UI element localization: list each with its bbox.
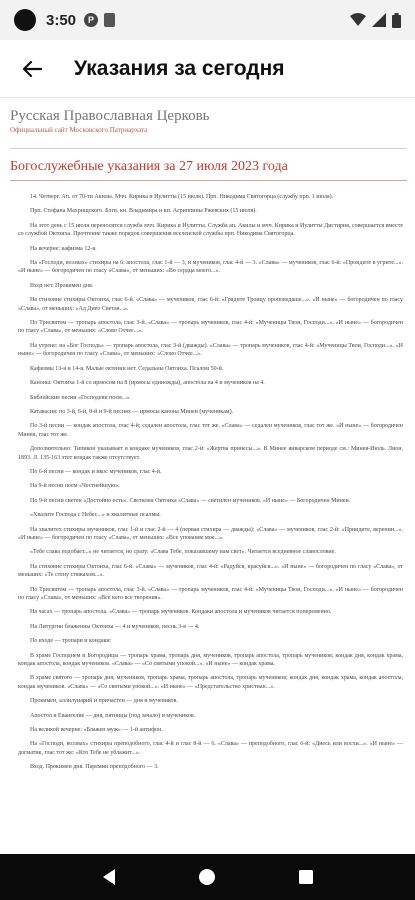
instruction-paragraph: В храме святого — тропарь дня, мучеников, тропарь храма, тропарь апостола, тропарь мучеников; кондак дня, кондак храма, кондак апостола, кондак мучеников. «Слава» — «Со святыми упокой...». «И ныне» — «Предстательство христиан...». [18,675,403,690]
signal-icon [372,13,386,27]
nav-recents-button[interactable] [289,860,323,894]
wifi-icon [350,13,366,27]
instruction-paragraph: По 3-й песни — кондак апостола, глас 4-й; седален апостола, глас тот же. «Слава» — седален мучеников, глас тот же. «И ныне» — богородичен Минеи, глас тот же. [18,423,403,438]
instruction-paragraph: На хвалитех стихиры мучеников, глас 1-й и глас 2-й — 4 (первая стихира — дважды): «Слава» — мучеников, глас 2-й: «Приидите, верении...». «И ныне» — богородичен по гласу «Слава», от меньших: «Все упование мое...». [18,526,403,541]
instruction-paragraph: Вход нет. Прокимен дня. [30,282,94,289]
instructions-text [10,193,407,772]
app-bar [0,40,415,98]
instruction-paragraph: Библейские песни «Господеви поем...». [30,394,131,401]
instruction-paragraph: На утрене: на «Бог Господь» — тропарь апостола, глас 3-й (дважды). «Слава» — тропарь мучеников, глас 4-й: «Мученицы Твои, Господи...». «И ныне» — богородичен по гласу «Слава», от меньших: «Слово Отчее...». [18,342,403,358]
page-title: Указания за сегодня [74,56,285,80]
instruction-paragraph: Каноны: Октоиха 1-й со ирмосом на 8 (ирмосы единожды), апостола на 4 и мучеников на 4. [30,380,265,387]
instruction-paragraph: На «Господи, воззвах» стихиры на 6: апостола, глас 1-й — 3, и мучеников, глас 4-й — 3. «Слава» — мучеников, глас 6-й: «Проидите в угрите...». «И ныне» — богородичен по гласу «Слава», от меньших: «Во сердца моего...». [18,260,403,275]
system-nav-bar [0,854,415,900]
instruction-paragraph: «Тебе слава подобает...» не читается, но сразу: «Слава Тебе, показавшему нам свет». Читается вседневное славословие. [30,549,336,556]
instruction-paragraph: По Трисвятом — тропарь апостола, глас 3-й. «Слава» — тропарь мучеников, глас 4-й: «Мученицы Твои, Господи...». «И ныне» — богородичен по гласу «Слава», от меньших: «Все кого все творения». [18,586,403,601]
divider [10,148,407,149]
status-indicators [350,13,401,28]
webview-content[interactable] [0,98,415,854]
instruction-paragraph: По входе — тропари и кондаки: [30,638,112,645]
instruction-paragraph: Дополнительно: Типикон указывает в кондаке мучеников, глас 2-й: «Жертва принесы...». В Минее январском периоде см.: Минея-Июль. Лион, 1893. Л. 135-163 этот кондак также отсутствует. [18,446,403,461]
instruction-paragraph: На «Господи, воззвах» стихиры преподобного, глас 4-й и глас 8-й — 6. «Слава» — преподобного, глас 6-й: «Днесь или восхи...». «И ныне» — догматик, глас тот же: «Кто Тебе не ублажит...». [18,741,403,756]
status-time: 3:50 [46,11,77,29]
instruction-paragraph: На этот день с 15 июля переносится служба мчч. Кирика и Иулитты. Служба ап. Акилы и мчч. Кирика и Иулитты Дистирия, совершается вместе со службой Октоиха. Прочтение также порядок совершения вселенской службы прп. Никодима Святогорца. [18,222,403,238]
instruction-paragraph: В храме Господнем и Богородицы — тропарь храма, тропарь дня, мучеников, тропарь апостола, тропарь мучеников; кондак дня, кондак храма, кондак апостола, кондак мучеников. «Слава» — «Со святыми упокой...». «И ныне» — кондак храма. [18,652,403,668]
instruction-paragraph: Катавасия: по 3-й, 6-й, 8-й и 9-й песнях — ирмосы канона Минеи (мученикам). [30,408,234,415]
status-bar [0,0,415,40]
instruction-paragraph: Прокимен, аллилуиарий и причастен — дня и мучеников. [30,698,178,705]
back-button[interactable] [18,55,46,83]
instruction-paragraph: По 9-й песни светен «Достойно есть». Светилен Октоиха «Слава» — светилен мучеников. «И ныне» — Богородичен Минеи. [30,497,351,504]
instruction-paragraph: На стиховне стихиры Октоиха, глас 6-й. «Слава» — мучеников, глас 6-й: «Гряднте Троицу проповедаше...». «И ныне» — богородичен по гласу «Слава», от меньших: «Ад Диео Светая...». [18,297,403,312]
site-subtitle: Официальный сайт Московского Патриархата [10,126,148,134]
instruction-paragraph: На 9-й песни поем «Честнейшую». [30,483,120,490]
instruction-paragraph: Кафизмы 13-я и 14-я. Малые ектении нет. Седальны Октоиха. Псалом 50-й. [30,365,224,372]
nav-recents-icon [298,869,314,885]
nav-home-icon [198,868,216,886]
nav-back-icon [101,868,117,886]
instruction-paragraph: По 6-й песни — кондак и икос мучеников, глас 4-й. [30,468,162,475]
instruction-paragraph: Вход. Прокимен дня. Паремии преподобного — 3. [30,764,159,771]
instruction-paragraph: На Литургии блаженны Октоиха — 4 и мучеников, песнь 3-я — 4. [30,623,200,630]
arrow-back-icon [22,59,42,79]
instruction-paragraph: «Хвалите Господа с Небес...» и хвалитные псалмы. [30,512,161,519]
app-notification-icon: P [84,13,98,27]
instruction-paragraph: По Трисвятом — тропарь апостола, глас 3-й. «Слава» — тропарь мучеников, глас 4-й: «Мученицы Твои, Господи...». «И ныне» — богородичен по гласу «Слава», от меньших: «Слово Отчее...». [18,320,403,335]
instruction-paragraph: На стиховне стихиры Октоиха, глас 6-й. «Слава» — мучеников, глас 4-й: «Радуйся, красуйся...». «И ныне» — богородичен по гласу «Слава», от меньших: «Те стену стяжахом...». [18,563,403,579]
battery-icon [392,13,401,28]
sd-card-icon [104,13,115,27]
camera-cutout [14,9,36,31]
instruction-paragraph: 14. Четверг. Ап. от 70-ти Акилы. Мчч. Кирика и Иулитты (15 июля). Прп. Никодима Святогорца (службу прп. 1 июля). [30,194,334,200]
instruction-paragraph: На великой вечерне: «Блажен муж» — 1-й антифон. [30,727,163,734]
nav-home-button[interactable] [190,860,224,894]
instruction-paragraph: На вечерне: кафизма 12-я. [30,245,97,252]
instruction-paragraph: Прп. Стефана Махрищского. Блгв. кн. Владимира и кн. Агриппины Ржевских (15 июля). [30,208,257,215]
instructions-heading: Богослужебные указания за 27 июля 2023 года [10,159,407,181]
nav-back-button[interactable] [92,860,126,894]
instruction-paragraph: На часах — тропарь апостола. «Слава» — тропарь мучеников. Кондаки апостола и мучеников читается попеременно. [30,609,332,616]
instruction-paragraph: Апостол и Евангелие — дня, пятницы (под зачало) и мучеников. [30,712,196,719]
site-title[interactable]: Русская Православная Церковь [10,108,210,124]
